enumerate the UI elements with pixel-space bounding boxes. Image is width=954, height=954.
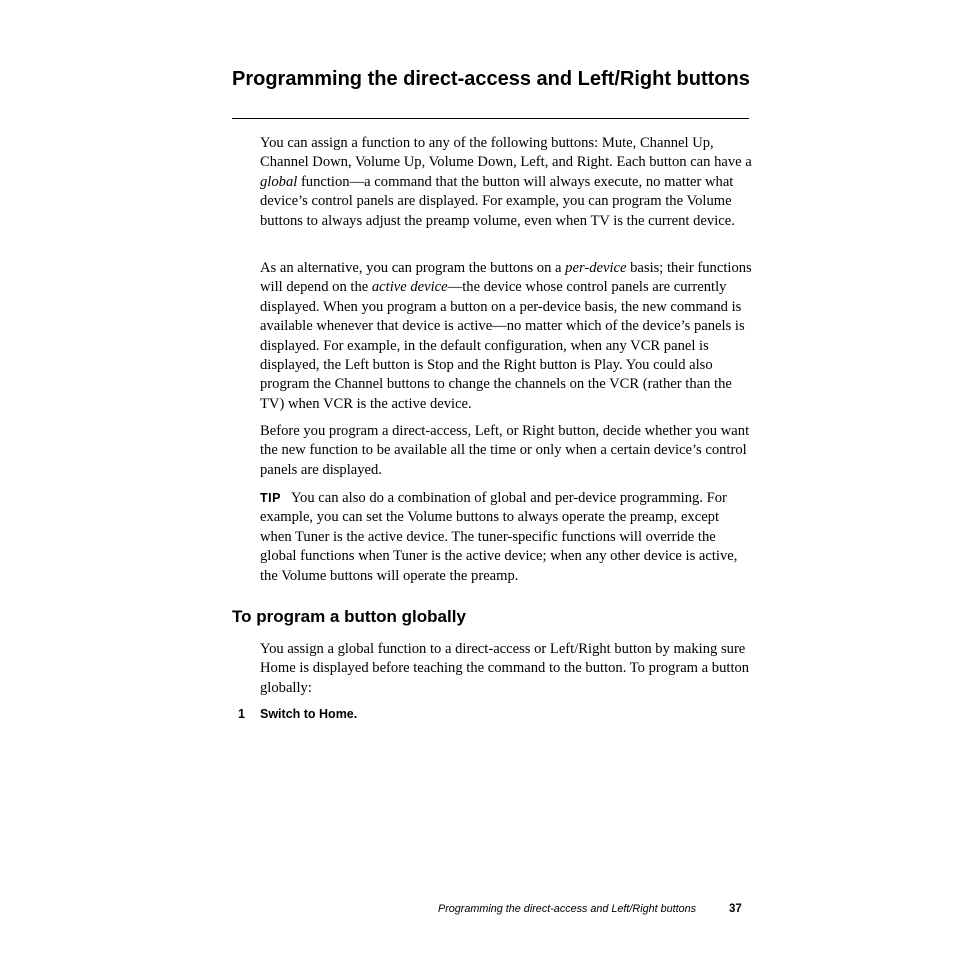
term-active-device: active device <box>371 279 448 296</box>
intro-paragraph-1-text-b: function—a command that the button will always execute, no matter what device’s control panels are displayed. For example, you can program the Volume buttons to always adjust the preamp volume, even when TV is the current device. <box>260 173 735 229</box>
section-paragraph: You assign a global function to a direct-access or Left/Right button by making sure Home is displayed before teaching the command to the button. To program a button globally: <box>260 641 750 696</box>
step-item <box>238 704 357 724</box>
footer-running-title: Programming the direct-access and Left/Right buttons <box>438 903 697 915</box>
intro-paragraph-3: Before you program a direct-access, Left, or Right button, decide whether you want the new function to be available all the time or only when a certain device’s control panels are displayed. <box>260 423 750 478</box>
page-title: Programming the direct-access and Left/Right buttons <box>232 68 750 90</box>
intro-paragraph-2-text-c: —the device whose control panels are currently displayed. When you program a button on a per-device basis, the new command is available whenever that device is active—no matter which of the device’s panels is displayed. For example, in the default configuration, when any VCR panel is displayed, the Left button is Stop and the Right button is Play. You could also program the Channel buttons to change the channels on the VCR (rather than the TV) when VCR is the active device. <box>260 279 745 412</box>
title-underline-rule <box>232 118 749 119</box>
term-global: global <box>260 173 298 190</box>
tip-paragraph <box>260 489 752 586</box>
step-text: Switch to Home. <box>260 707 358 721</box>
section-heading: To program a button globally <box>232 607 466 626</box>
intro-paragraph-1-text-a: You can assign a function to any of the following buttons: Mute, Channel Up, Channel Down, Volume Up, Volume Down, Left, and Right. Each button can have a <box>260 135 752 171</box>
intro-paragraph-2-text-a: As an alternative, you can program the buttons on a <box>260 260 566 276</box>
tip-label: TIP <box>260 491 281 505</box>
intro-paragraph-2 <box>260 259 752 414</box>
step-number: 1 <box>238 707 245 721</box>
tip-text: You can also do a combination of global and per-device programming. For example, you can set the Volume buttons to always operate the preamp, except when Tuner is the active device. The tuner-specific functions will override the global functions when Tuner is the active device; when any other device is active, the Volume buttons will operate the preamp. <box>260 490 738 584</box>
page-number: 37 <box>729 903 742 915</box>
intro-paragraph-2-text-b: basis; their functions will depend on the <box>260 260 752 296</box>
term-per-device: per-device <box>565 260 627 276</box>
intro-paragraph-1 <box>260 134 752 231</box>
